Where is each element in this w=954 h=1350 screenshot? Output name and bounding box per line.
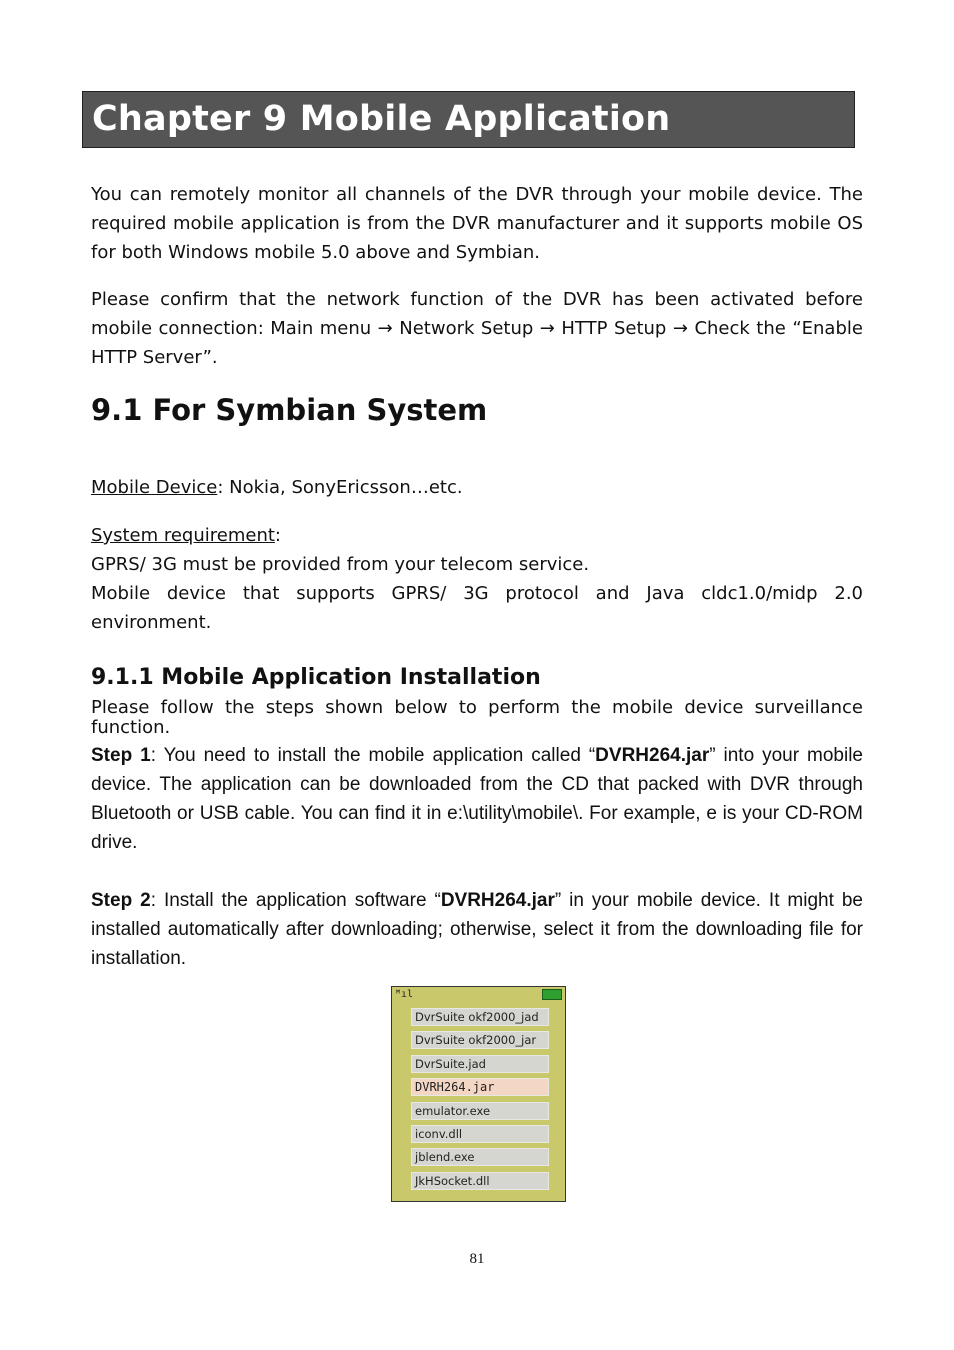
sysreq-label: System requirement (91, 525, 275, 546)
file-list-item[interactable]: iconv.dll (411, 1125, 549, 1143)
step-1-text-b: ” into your mobile device. The application can be downloaded from the CD that packed with DVR through Bluetooth or USB cable. You can find it in e:\utility\mobile\. For example, e is your CD-ROM drive. (91, 745, 863, 853)
sysreq-heading (91, 521, 863, 550)
sysreq-line-1: GPRS/ 3G must be provided from your telecom service. (91, 554, 590, 575)
intro-p2-prefix: Please confirm that the network function of the DVR has been activated before mobile connection: Main menu (91, 289, 863, 339)
step-2-label: Step 2 (91, 890, 151, 911)
file-list-item[interactable]: JkHSocket.dll (411, 1172, 549, 1190)
step-1-label: Step 1 (91, 745, 151, 766)
battery-icon (542, 989, 562, 1000)
sysreq-line-2: Mobile device that supports GPRS/ 3G protocol and Java cldc1.0/midp 2.0 environment. (91, 583, 863, 633)
file-list-item[interactable]: emulator.exe (411, 1102, 549, 1120)
step-2-paragraph (91, 886, 863, 973)
step-2-text-b: ” in your mobile device. It might be installed automatically after downloading; otherwise, select it from the downloading file for installation. (91, 890, 863, 969)
install-intro: Please follow the steps shown below to perform the mobile device surveillance function. (91, 697, 863, 738)
file-list-item[interactable]: DvrSuite okf2000_jar (411, 1031, 549, 1049)
arrow-icon: → (539, 318, 555, 339)
signal-icon: ꟸıl (395, 989, 414, 1000)
sysreq-colon: : (274, 525, 281, 546)
step-2-text-a: : Install the application software “ (150, 890, 441, 911)
intro-p2-http-setup: HTTP Setup (561, 318, 667, 339)
intro-p2-network-setup: Network Setup (399, 318, 534, 339)
intro-paragraph-1: You can remotely monitor all channels of the DVR through your mobile device. The required mobile application is from the DVR manufacturer and it supports mobile OS for both Windows mobile 5.0 above and Symbian. (91, 184, 863, 263)
phone-status-bar (392, 987, 565, 1003)
section-9-1-1-title: 9.1.1 Mobile Application Installation (91, 665, 541, 690)
step-1-text-a: : You need to install the mobile application called “ (150, 745, 596, 766)
section-9-1-title: 9.1 For Symbian System (91, 393, 488, 427)
intro-paragraph-2 (91, 285, 863, 372)
arrow-icon: → (672, 318, 688, 339)
file-list-item[interactable]: DvrSuite.jad (411, 1055, 549, 1073)
step-1-paragraph (91, 741, 863, 857)
step-1-filename: DVRH264.jar (595, 745, 710, 766)
chapter-title-bar (82, 91, 855, 148)
file-list-item[interactable]: jblend.exe (411, 1148, 549, 1166)
page-number: 81 (469, 1251, 485, 1267)
file-list-item-selected[interactable]: DVRH264.jar (411, 1078, 549, 1096)
file-list-item[interactable]: DvrSuite okf2000_jad (411, 1008, 549, 1026)
phone-screenshot (391, 986, 566, 1202)
arrow-icon: → (377, 318, 393, 339)
mobile-device-value: : Nokia, SonyEricsson…etc. (217, 477, 463, 498)
intro-p2-check-enable: Check the “Enable HTTP Server”. (91, 318, 863, 368)
mobile-device-label: Mobile Device (91, 477, 218, 498)
mobile-device-line (91, 473, 863, 502)
step-2-filename: DVRH264.jar (440, 890, 555, 911)
chapter-title: Chapter 9 Mobile Application (92, 99, 671, 139)
